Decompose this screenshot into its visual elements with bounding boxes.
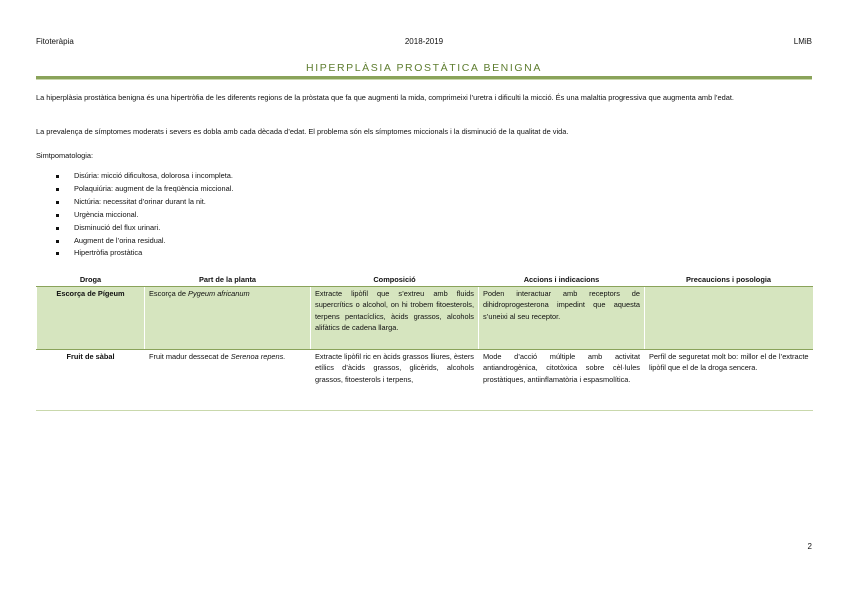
plant-part-text: Fruit madur dessecat de [149,351,231,361]
page-number: 2 [807,542,812,551]
composition-cell: Extracte lipòfil ric en àcids grassos lliures, èsters etílics d’àcids grassos, glicèrids, alcohols grassos, fitoesterols i terpens, [311,349,479,410]
plant-part-cell [145,286,311,349]
list-item: Disminució del flux urinari. [74,222,233,235]
symptoms-heading: Simtpomatologia: [36,151,94,160]
title-divider [36,76,812,80]
list-item: Polaquiúria: augment de la freqüència miccional. [74,183,233,196]
symptoms-list [36,170,233,260]
drug-name-cell: Escorça de Pígeum [37,286,145,349]
column-header-precaucions: Precaucions i posologia [645,274,813,286]
list-item: Hipertròfia prostàtica [74,247,233,260]
phytotherapy-table [36,274,813,411]
header-author: LMiB [793,37,812,46]
page-title: HIPERPLÀSIA PROSTÀTICA BENIGNA [306,62,542,74]
actions-cell: Mode d’acció múltiple amb activitat antiandrogènica, citotòxica sobre cèl·lules prostàtiques, antiinflamatòria i espasmolítica. [479,349,645,410]
header-subject: Fitoteràpia [36,37,74,46]
precautions-cell [645,286,813,349]
species-name: Pygeum africanum [188,288,250,298]
plant-part-text: Escorça de [149,288,189,298]
plant-part-cell [145,349,311,410]
list-item: Urgència miccional. [74,209,233,222]
drug-name-cell: Fruit de sàbal [37,349,145,410]
column-header-part: Part de la planta [145,274,311,286]
table-row [37,349,813,410]
table-header-row [37,274,813,286]
species-name: Serenoa repens. [230,351,286,361]
list-item: Disúria: micció dificultosa, dolorosa i incompleta. [74,170,233,183]
column-header-accions: Accions i indicacions [479,274,645,286]
list-item: Nictúria: necessitat d’orinar durant la nit. [74,196,233,209]
list-item: Augment de l’orina residual. [74,235,233,248]
composition-cell: Extracte lipòfil que s’extreu amb fluids supercrítics o alcohol, on hi trobem fitoesterols, terpens pentacíclics, àcids grassos, alcohols alifàtics de cadena llarga. [311,286,479,349]
column-header-composicio: Composició [311,274,479,286]
prevalence-paragraph: La prevalença de símptomes moderats i severs es dobla amb cada dècada d’edat. El problema són els símptomes miccionals i la disminució de la qualitat de vida. [36,127,569,136]
column-header-droga: Droga [37,274,145,286]
header-year: 2018-2019 [404,37,444,46]
actions-cell: Poden interactuar amb receptors de dihidroprogesterona impedint que aquesta s’uneixi al seu receptor. [479,286,645,349]
precautions-cell: Perfil de seguretat molt bo: millor el de l’extracte lipòfil que el de la droga sencera. [645,349,813,410]
table-row [37,286,813,349]
intro-paragraph: La hiperplàsia prostàtica benigna és una hipertròfia de les diferents regions de la pròstata que fa que augmenti la mida, comprimeixi l’uretra i dificulti la micció. És una malaltia progressiva que augmenta amb l’edat. [36,93,734,102]
